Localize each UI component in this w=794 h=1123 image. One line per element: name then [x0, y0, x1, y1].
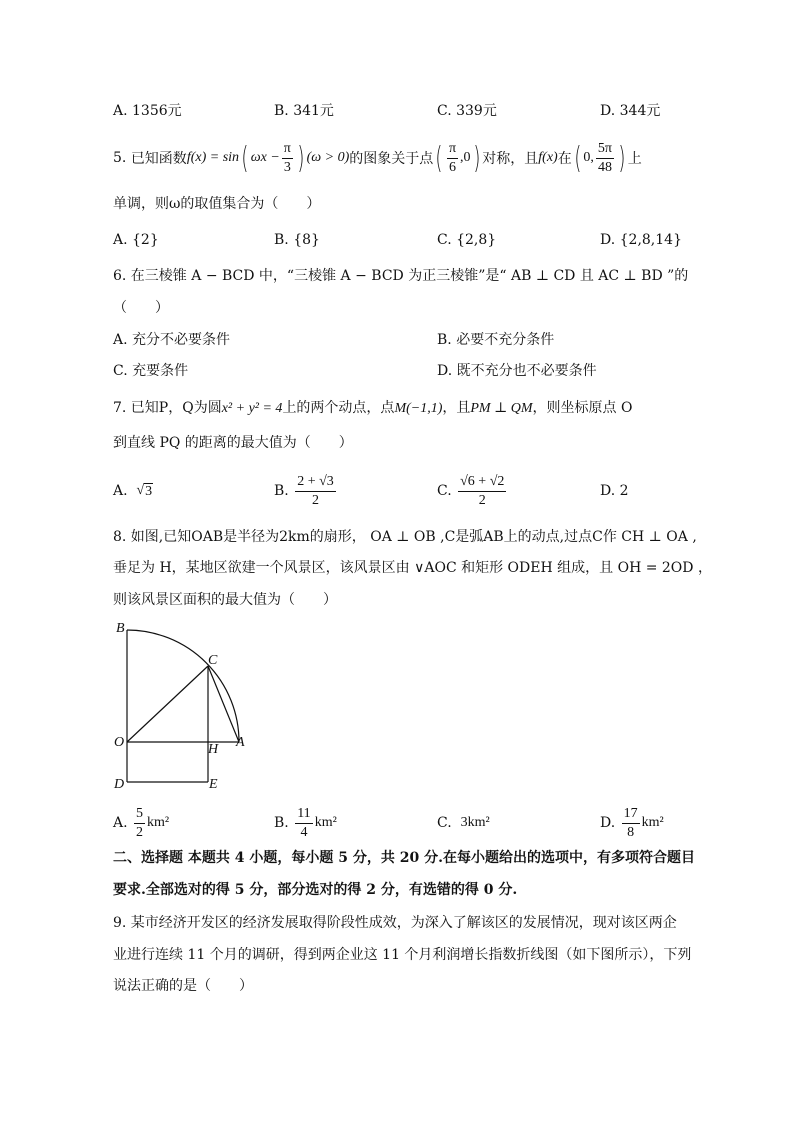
q8-option-c — [437, 802, 490, 844]
paren-close: ) — [472, 140, 480, 176]
section-2-instructions: 要求.全部选对的得 5 分，部分选对的得 2 分，有选错的得 0 分. — [113, 882, 518, 898]
q5-text: 已知函数 — [130, 151, 187, 167]
q6-option-a: A. 充分不必要条件 — [113, 332, 231, 348]
option-label: C. — [437, 815, 452, 831]
q8-option-d — [600, 802, 664, 844]
q4-option-a: A. 1356元 — [113, 103, 182, 119]
q6-option-d: D. 既不充分也不必要条件 — [437, 363, 597, 379]
paren-open: ( — [574, 140, 582, 176]
q7-circle-equation: x² + y² = 4 — [221, 401, 283, 416]
q5-option-a: A. {2} — [113, 232, 159, 248]
q7-text: 上的两个动点，点 — [282, 400, 395, 416]
label-b: B — [116, 621, 125, 636]
q5-fraction: $\frac{\pi}{3}$ — [283, 140, 291, 175]
q8-option-b — [274, 802, 337, 844]
q5-option-b: B. {8} — [274, 232, 320, 248]
q9-stem-line3: 说法正确的是（ ） — [113, 978, 253, 994]
q6-stem-line1: 6. 在三棱锥 A − BCD 中，“三棱锥 A − BCD 为正三棱锥”是“ AB ⊥ CD 且 AC ⊥ BD ”的 — [113, 268, 689, 284]
q8-stem-line1: 8. 如图,已知OAB是半径为2km的扇形， OA ⊥ OB ,C是弧AB上的动点,过点C作 CH ⊥ OA , — [113, 529, 697, 545]
unit: km² — [147, 815, 170, 830]
q7-option-d: D. 2 — [600, 483, 629, 499]
segment-oc — [127, 666, 208, 742]
q4-option-b: B. 341元 — [274, 103, 334, 119]
label-o: O — [114, 735, 125, 750]
q5-text: 对称，且 — [482, 151, 539, 167]
q7-option-b — [274, 471, 338, 511]
q7-perpendicular: PM ⊥ QM — [470, 401, 533, 416]
option-label: D. — [600, 815, 616, 831]
q7-text: ，且 — [442, 400, 471, 416]
q8-stem-line3: 则该风景区面积的最大值为（ ） — [113, 592, 337, 608]
option-label: B. — [274, 483, 289, 499]
q8-stem-line2: 垂足为 H，某地区欲建一个风景区，该风景区由 ∨AOC 和矩形 ODEH 组成，且 OH = 2OD ， — [113, 560, 712, 576]
q8-option-a — [113, 802, 169, 844]
q6-option-b: B. 必要不充分条件 — [437, 332, 555, 348]
label-e: E — [209, 777, 218, 792]
paren-close: ) — [618, 140, 626, 176]
q5-option-d: D. {2,8,14} — [600, 232, 682, 248]
arc-ab — [127, 630, 239, 742]
option-label: C. — [437, 483, 452, 499]
q7-b-fraction: $\frac{2 + √3}{2}$ — [297, 473, 334, 508]
q8-b-fraction: $\frac{11}{4}$ — [297, 805, 311, 840]
segment-ca — [208, 666, 239, 742]
q5-number: 5. — [113, 150, 127, 166]
q5-argument: ωx − — [250, 150, 280, 165]
q7-sqrt-value: 3 — [145, 483, 153, 499]
q6-option-c: C. 充要条件 — [113, 363, 189, 379]
q7-option-a: A. √ 3 — [113, 483, 153, 499]
paren-close: ) — [297, 140, 305, 176]
q4-option-d: D. 344元 — [600, 103, 661, 119]
paren-open: ( — [435, 140, 443, 176]
option-label: A. — [113, 815, 128, 831]
q7-text: 7. 已知P，Q为圆 — [113, 400, 222, 416]
unit: km² — [641, 815, 664, 830]
q5-function: f(x) = sin — [186, 150, 240, 165]
unit: km² — [314, 815, 337, 830]
label-c: C — [208, 653, 218, 668]
q7-text: ，则坐标原点 O — [532, 400, 633, 416]
label-d: D — [114, 777, 125, 792]
q9-stem-line1: 9. 某市经济开发区的经济发展取得阶段性成效，为深入了解该区的发展情况，现对该区两企 — [113, 915, 677, 931]
q6-stem-line2: （ ） — [113, 300, 169, 316]
q5-interval-zero: 0, — [583, 150, 594, 165]
q4-option-c: C. 339元 — [437, 103, 497, 119]
q7-stem-line2: 到直线 PQ 的距离的最大值为（ ） — [113, 435, 353, 451]
q5-text: 的图象关于点 — [349, 151, 434, 167]
q5-stem-line2: 单调，则ω的取值集合为（ ） — [113, 196, 321, 212]
q7-point-m: M(−1,1) — [394, 401, 443, 416]
label-a: A — [236, 735, 245, 750]
q5-interval-fraction: $\frac{5\pi}{48}$ — [597, 140, 612, 175]
q5-text: 上 — [627, 151, 642, 167]
q5-option-c: C. {2,8} — [437, 232, 497, 248]
q9-stem-line2: 业进行连续 11 个月的调研，得到两企业这 11 个月利润增长指数折线图（如下图所示），下列 — [113, 947, 692, 963]
option-label: B. — [274, 815, 289, 831]
section-2-heading: 二、选择题 本题共 4 小题，每小题 5 分，共 20 分.在每小题给出的选项中，有多项符合题目 — [113, 850, 695, 866]
q5-stem-line1 — [113, 138, 642, 178]
q5-condition: (ω > 0) — [306, 150, 350, 165]
q5-point-fraction: $\frac{\pi}{6}$ — [448, 140, 457, 175]
q5-function: f(x) — [538, 150, 558, 165]
q5-text: 在 — [557, 151, 572, 167]
label-h: H — [208, 742, 219, 757]
q8-sector-figure — [110, 618, 260, 798]
q8-a-fraction: $\frac{5}{2}$ — [136, 805, 144, 840]
paren-open: ( — [241, 140, 249, 176]
option-label: A. — [113, 483, 128, 499]
q5-point-zero: ,0 — [460, 150, 471, 165]
q7-c-fraction: $\frac{√6 + √2}{2}$ — [460, 473, 505, 508]
q8-c-value: 3km² — [460, 815, 490, 830]
q7-stem-line1 — [113, 398, 632, 419]
q8-d-fraction: $\frac{17}{8}$ — [623, 805, 638, 840]
q7-option-c — [437, 471, 508, 511]
